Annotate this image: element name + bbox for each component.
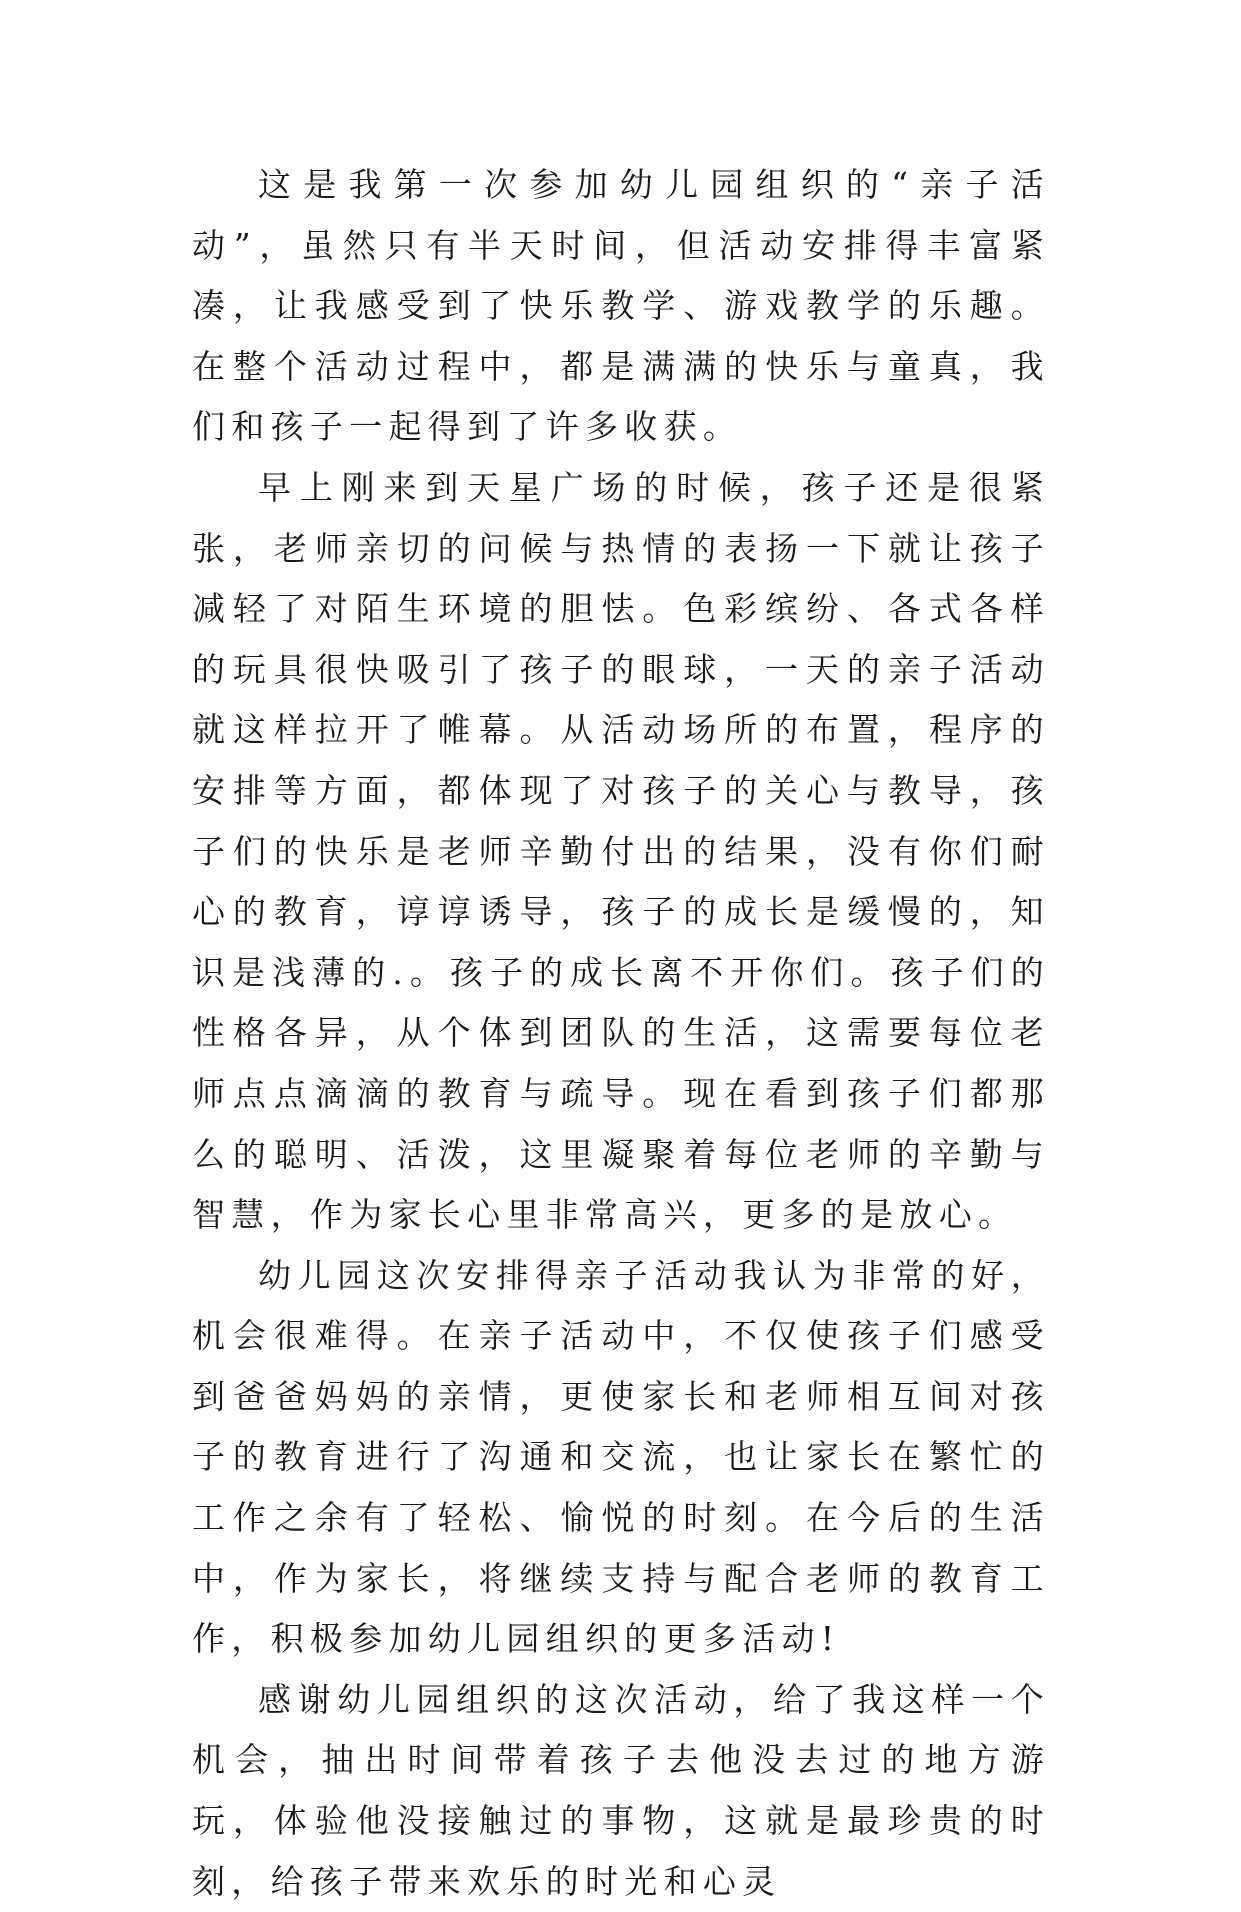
paragraph-1: 这是我第一次参加幼儿园组织的“亲子活动”，虽然只有半天时间，但活动安排得丰富紧凑，让我感受到了快乐教学、游戏教学的乐趣。在整个活动过程中，都是满满的快乐与童真，我们和孩子一起得到了许多收获。 [192, 165, 1050, 447]
paragraph-4: 感谢幼儿园组织的这次活动，给了我这样一个机会，抽出时间带着孩子去他没去过的地方游玩，体验他没接触过的事物，这就是最珍贵的时刻，给孩子带来欢乐的时光和心灵 [192, 1679, 1050, 1901]
paragraph-3: 幼儿园这次安排得亲子活动我认为非常的好，机会很难得。在亲子活动中，不仅使孩子们感受到爸爸妈妈的亲情，更使家长和老师相互间对孩子的教育进行了沟通和交流，也让家长在繁忙的工作之余有了轻松、愉悦的时刻。在今后的生活中，作为家长，将继续支持与配合老师的教育工作，积极参加幼儿园组织的更多活动! [192, 1255, 1050, 1659]
document-body [192, 155, 1050, 1912]
paragraph-2: 早上刚来到天星广场的时候，孩子还是很紧张，老师亲切的问候与热情的表扬一下就让孩子减轻了对陌生环境的胆怯。色彩缤纷、各式各样的玩具很快吸引了孩子的眼球，一天的亲子活动就这样拉开了帷幕。从活动场所的布置，程序的安排等方面，都体现了对孩子的关心与教导，孩子们的快乐是老师辛勤付出的结果，没有你们耐心的教育，谆谆诱导，孩子的成长是缓慢的，知识是浅薄的.。孩子的成长离不开你们。孩子们的性格各异，从个体到团队的生活，这需要每位老师点点滴滴的教育与疏导。现在看到孩子们都那么的聪明、活泼，这里凝聚着每位老师的辛勤与智慧，作为家长心里非常高兴，更多的是放心。 [192, 467, 1050, 1235]
